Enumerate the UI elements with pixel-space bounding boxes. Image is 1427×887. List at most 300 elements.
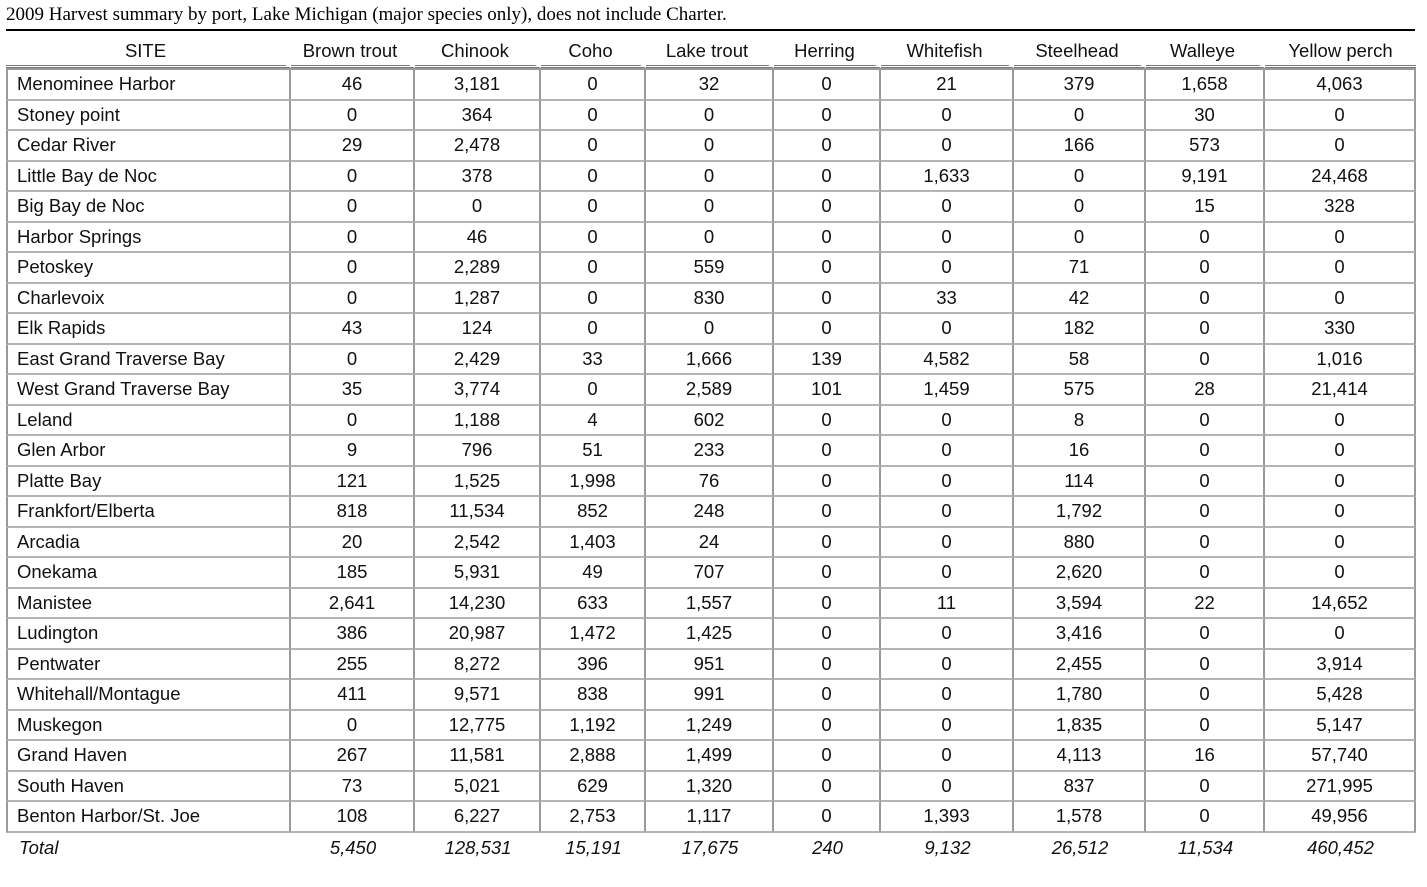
harvest-value-cell: 629 [541, 772, 646, 803]
harvest-value-cell: 58 [1014, 345, 1146, 376]
harvest-value-cell: 0 [1146, 619, 1265, 650]
harvest-value-cell: 35 [291, 375, 415, 406]
harvest-value-cell: 0 [646, 192, 774, 223]
table-row [6, 558, 1416, 589]
site-name-cell: Stoney point [6, 101, 291, 132]
harvest-value-cell: 0 [774, 650, 881, 681]
harvest-value-cell: 43 [291, 314, 415, 345]
table-row [6, 741, 1416, 772]
harvest-value-cell: 0 [1146, 345, 1265, 376]
harvest-value-cell: 16 [1014, 436, 1146, 467]
harvest-value-cell: 182 [1014, 314, 1146, 345]
column-header: Whitefish [881, 36, 1014, 68]
harvest-value-cell: 0 [1146, 314, 1265, 345]
site-name-cell: Onekama [6, 558, 291, 589]
harvest-value-cell: 248 [646, 497, 774, 528]
table-row [6, 314, 1416, 345]
table-row [6, 162, 1416, 193]
table-row [6, 711, 1416, 742]
harvest-value-cell: 12,775 [415, 711, 541, 742]
column-header: Walleye [1146, 36, 1265, 68]
harvest-value-cell: 4,582 [881, 345, 1014, 376]
harvest-value-cell: 0 [541, 68, 646, 101]
harvest-value-cell: 0 [881, 558, 1014, 589]
harvest-value-cell: 15 [1146, 192, 1265, 223]
harvest-value-cell: 0 [291, 223, 415, 254]
site-name-cell: Elk Rapids [6, 314, 291, 345]
harvest-value-cell: 8,272 [415, 650, 541, 681]
harvest-value-cell: 0 [646, 101, 774, 132]
harvest-value-cell: 0 [881, 192, 1014, 223]
harvest-value-cell: 0 [881, 131, 1014, 162]
harvest-value-cell: 1,249 [646, 711, 774, 742]
table-row [6, 619, 1416, 650]
harvest-value-cell: 0 [881, 253, 1014, 284]
harvest-value-cell: 0 [291, 253, 415, 284]
harvest-value-cell: 0 [881, 650, 1014, 681]
harvest-value-cell: 2,289 [415, 253, 541, 284]
harvest-value-cell: 4,063 [1265, 68, 1416, 101]
harvest-value-cell: 33 [541, 345, 646, 376]
harvest-value-cell: 0 [1146, 558, 1265, 589]
harvest-value-cell: 30 [1146, 101, 1265, 132]
harvest-value-cell: 20,987 [415, 619, 541, 650]
harvest-value-cell: 0 [291, 345, 415, 376]
harvest-value-cell: 0 [774, 406, 881, 437]
harvest-value-cell: 386 [291, 619, 415, 650]
table-row [6, 528, 1416, 559]
harvest-value-cell: 5,021 [415, 772, 541, 803]
harvest-value-cell: 8 [1014, 406, 1146, 437]
harvest-value-cell: 124 [415, 314, 541, 345]
harvest-value-cell: 830 [646, 284, 774, 315]
harvest-value-cell: 0 [774, 467, 881, 498]
harvest-value-cell: 21,414 [1265, 375, 1416, 406]
table-row [6, 436, 1416, 467]
harvest-value-cell: 0 [646, 162, 774, 193]
harvest-value-cell: 33 [881, 284, 1014, 315]
harvest-value-cell: 0 [1146, 223, 1265, 254]
site-name-cell: Muskegon [6, 711, 291, 742]
harvest-value-cell: 0 [541, 253, 646, 284]
harvest-value-cell: 0 [1146, 497, 1265, 528]
harvest-value-cell: 0 [881, 406, 1014, 437]
total-cell: 9,132 [924, 837, 971, 858]
harvest-value-cell: 108 [291, 802, 415, 833]
harvest-value-cell: 0 [1146, 680, 1265, 711]
harvest-value-cell: 4,113 [1014, 741, 1146, 772]
harvest-value-cell: 1,780 [1014, 680, 1146, 711]
site-name-cell: South Haven [6, 772, 291, 803]
site-name-cell: Leland [6, 406, 291, 437]
harvest-value-cell: 9,191 [1146, 162, 1265, 193]
harvest-value-cell: 0 [774, 558, 881, 589]
column-header: SITE [6, 36, 291, 68]
harvest-value-cell: 2,641 [291, 589, 415, 620]
table-row [6, 253, 1416, 284]
harvest-value-cell: 49 [541, 558, 646, 589]
total-row [6, 833, 1416, 864]
harvest-value-cell: 0 [881, 711, 1014, 742]
harvest-value-cell: 0 [774, 497, 881, 528]
harvest-value-cell: 0 [1146, 802, 1265, 833]
harvest-value-cell: 0 [1146, 467, 1265, 498]
column-header: Yellow perch [1265, 36, 1416, 68]
harvest-value-cell: 3,774 [415, 375, 541, 406]
site-name-cell: Pentwater [6, 650, 291, 681]
harvest-value-cell: 1,320 [646, 772, 774, 803]
harvest-value-cell: 114 [1014, 467, 1146, 498]
harvest-value-cell: 271,995 [1265, 772, 1416, 803]
harvest-value-cell: 0 [774, 741, 881, 772]
harvest-value-cell: 1,792 [1014, 497, 1146, 528]
table-row [6, 68, 1416, 101]
harvest-value-cell: 11,581 [415, 741, 541, 772]
table-row [6, 131, 1416, 162]
total-label: Total [19, 837, 59, 858]
harvest-value-cell: 0 [646, 131, 774, 162]
table-row [6, 406, 1416, 437]
harvest-value-cell: 20 [291, 528, 415, 559]
harvest-value-cell: 139 [774, 345, 881, 376]
harvest-value-cell: 880 [1014, 528, 1146, 559]
harvest-value-cell: 1,188 [415, 406, 541, 437]
total-cell: 128,531 [444, 837, 512, 858]
harvest-value-cell: 0 [291, 162, 415, 193]
harvest-value-cell: 0 [881, 528, 1014, 559]
harvest-value-cell: 0 [646, 314, 774, 345]
harvest-value-cell: 0 [541, 314, 646, 345]
site-name-cell: Whitehall/Montague [6, 680, 291, 711]
harvest-value-cell: 3,181 [415, 68, 541, 101]
harvest-value-cell: 1,578 [1014, 802, 1146, 833]
site-name-cell: Glen Arbor [6, 436, 291, 467]
harvest-value-cell: 42 [1014, 284, 1146, 315]
harvest-value-cell: 6,227 [415, 802, 541, 833]
harvest-value-cell: 0 [774, 680, 881, 711]
total-cell: 26,512 [1051, 837, 1109, 858]
harvest-value-cell: 166 [1014, 131, 1146, 162]
harvest-value-cell: 573 [1146, 131, 1265, 162]
harvest-value-cell: 16 [1146, 741, 1265, 772]
harvest-value-cell: 11 [881, 589, 1014, 620]
harvest-value-cell: 0 [1265, 528, 1416, 559]
table-row [6, 101, 1416, 132]
harvest-value-cell: 5,428 [1265, 680, 1416, 711]
harvest-value-cell: 0 [774, 711, 881, 742]
harvest-value-cell: 0 [774, 131, 881, 162]
harvest-value-cell: 1,525 [415, 467, 541, 498]
harvest-value-cell: 1,425 [646, 619, 774, 650]
harvest-value-cell: 29 [291, 131, 415, 162]
harvest-value-cell: 633 [541, 589, 646, 620]
harvest-value-cell: 330 [1265, 314, 1416, 345]
harvest-value-cell: 1,658 [1146, 68, 1265, 101]
harvest-value-cell: 602 [646, 406, 774, 437]
harvest-value-cell: 0 [1014, 162, 1146, 193]
harvest-value-cell: 0 [881, 772, 1014, 803]
total-cell: 460,452 [1307, 837, 1374, 858]
site-name-cell: Petoskey [6, 253, 291, 284]
harvest-value-cell: 0 [774, 68, 881, 101]
harvest-value-cell: 818 [291, 497, 415, 528]
harvest-value-cell: 0 [774, 436, 881, 467]
harvest-value-cell: 21 [881, 68, 1014, 101]
total-cell: 17,675 [681, 837, 739, 858]
harvest-value-cell: 0 [1265, 619, 1416, 650]
harvest-value-cell: 51 [541, 436, 646, 467]
harvest-value-cell: 5,147 [1265, 711, 1416, 742]
harvest-value-cell: 3,914 [1265, 650, 1416, 681]
harvest-value-cell: 0 [1014, 101, 1146, 132]
harvest-value-cell: 1,499 [646, 741, 774, 772]
site-name-cell: Harbor Springs [6, 223, 291, 254]
header-row [6, 36, 1416, 68]
table-row [6, 345, 1416, 376]
harvest-value-cell: 379 [1014, 68, 1146, 101]
harvest-value-cell: 14,230 [415, 589, 541, 620]
harvest-value-cell: 1,459 [881, 375, 1014, 406]
harvest-value-cell: 0 [1265, 131, 1416, 162]
harvest-value-cell: 4 [541, 406, 646, 437]
table-row [6, 467, 1416, 498]
harvest-value-cell: 49,956 [1265, 802, 1416, 833]
harvest-value-cell: 0 [881, 223, 1014, 254]
harvest-value-cell: 0 [541, 131, 646, 162]
harvest-value-cell: 2,542 [415, 528, 541, 559]
harvest-value-cell: 378 [415, 162, 541, 193]
table-caption: 2009 Harvest summary by port, Lake Michigan (major species only), does not include Charter. [6, 4, 727, 25]
harvest-value-cell: 0 [774, 619, 881, 650]
harvest-value-cell: 0 [774, 528, 881, 559]
table-row [6, 589, 1416, 620]
harvest-value-cell: 0 [1265, 406, 1416, 437]
harvest-value-cell: 1,835 [1014, 711, 1146, 742]
harvest-value-cell: 328 [1265, 192, 1416, 223]
harvest-value-cell: 1,393 [881, 802, 1014, 833]
harvest-value-cell: 0 [774, 772, 881, 803]
harvest-value-cell: 32 [646, 68, 774, 101]
harvest-value-cell: 71 [1014, 253, 1146, 284]
harvest-value-cell: 24,468 [1265, 162, 1416, 193]
harvest-value-cell: 255 [291, 650, 415, 681]
harvest-value-cell: 0 [774, 223, 881, 254]
harvest-value-cell: 1,117 [646, 802, 774, 833]
harvest-value-cell: 837 [1014, 772, 1146, 803]
harvest-value-cell: 2,888 [541, 741, 646, 772]
harvest-value-cell: 0 [774, 589, 881, 620]
harvest-value-cell: 0 [1146, 284, 1265, 315]
site-name-cell: Manistee [6, 589, 291, 620]
harvest-value-cell: 11,534 [415, 497, 541, 528]
harvest-value-cell: 0 [881, 497, 1014, 528]
harvest-value-cell: 0 [1265, 101, 1416, 132]
harvest-value-cell: 796 [415, 436, 541, 467]
site-name-cell: Cedar River [6, 131, 291, 162]
harvest-value-cell: 267 [291, 741, 415, 772]
harvest-value-cell: 0 [1265, 436, 1416, 467]
harvest-value-cell: 101 [774, 375, 881, 406]
harvest-value-cell: 0 [881, 619, 1014, 650]
harvest-value-cell: 233 [646, 436, 774, 467]
total-cell: 15,191 [565, 837, 622, 858]
harvest-value-cell: 0 [1014, 223, 1146, 254]
harvest-value-cell: 2,753 [541, 802, 646, 833]
table-row [6, 284, 1416, 315]
harvest-value-cell: 0 [541, 101, 646, 132]
harvest-value-cell: 0 [1146, 253, 1265, 284]
table-row [6, 375, 1416, 406]
harvest-value-cell: 0 [881, 436, 1014, 467]
harvest-value-cell: 185 [291, 558, 415, 589]
harvest-value-cell: 0 [1265, 497, 1416, 528]
column-header: Steelhead [1014, 36, 1146, 68]
harvest-value-cell: 0 [881, 101, 1014, 132]
harvest-value-cell: 121 [291, 467, 415, 498]
harvest-value-cell: 411 [291, 680, 415, 711]
harvest-value-cell: 76 [646, 467, 774, 498]
harvest-value-cell: 852 [541, 497, 646, 528]
harvest-value-cell: 0 [291, 192, 415, 223]
harvest-value-cell: 0 [1146, 772, 1265, 803]
harvest-value-cell: 0 [774, 192, 881, 223]
harvest-value-cell: 0 [1146, 528, 1265, 559]
harvest-value-cell: 1,633 [881, 162, 1014, 193]
harvest-value-cell: 707 [646, 558, 774, 589]
harvest-value-cell: 2,429 [415, 345, 541, 376]
harvest-value-cell: 2,478 [415, 131, 541, 162]
harvest-value-cell: 0 [1146, 711, 1265, 742]
harvest-value-cell: 1,287 [415, 284, 541, 315]
harvest-value-cell: 28 [1146, 375, 1265, 406]
harvest-value-cell: 1,557 [646, 589, 774, 620]
harvest-value-cell: 1,998 [541, 467, 646, 498]
caption-rule [6, 29, 1415, 31]
harvest-value-cell: 1,192 [541, 711, 646, 742]
harvest-value-cell: 2,455 [1014, 650, 1146, 681]
harvest-value-cell: 24 [646, 528, 774, 559]
harvest-value-cell: 396 [541, 650, 646, 681]
harvest-value-cell: 0 [541, 223, 646, 254]
column-header: Herring [774, 36, 881, 68]
harvest-value-cell: 991 [646, 680, 774, 711]
table-row [6, 772, 1416, 803]
harvest-value-cell: 575 [1014, 375, 1146, 406]
harvest-table [6, 36, 1416, 864]
harvest-value-cell: 0 [1265, 558, 1416, 589]
harvest-value-cell: 57,740 [1265, 741, 1416, 772]
table-body [6, 68, 1416, 833]
harvest-value-cell: 46 [415, 223, 541, 254]
harvest-value-cell: 5,931 [415, 558, 541, 589]
harvest-value-cell: 0 [881, 741, 1014, 772]
table-row [6, 680, 1416, 711]
harvest-value-cell: 2,589 [646, 375, 774, 406]
table-row [6, 802, 1416, 833]
harvest-value-cell: 0 [1146, 436, 1265, 467]
harvest-value-cell: 951 [646, 650, 774, 681]
column-header: Lake trout [646, 36, 774, 68]
harvest-value-cell: 46 [291, 68, 415, 101]
harvest-value-cell: 0 [291, 284, 415, 315]
harvest-value-cell: 0 [774, 802, 881, 833]
total-cell: 240 [812, 837, 843, 858]
site-name-cell: East Grand Traverse Bay [6, 345, 291, 376]
harvest-value-cell: 0 [541, 284, 646, 315]
harvest-value-cell: 0 [1146, 650, 1265, 681]
table-row [6, 223, 1416, 254]
site-name-cell: Menominee Harbor [6, 68, 291, 101]
harvest-value-cell: 0 [1146, 406, 1265, 437]
harvest-value-cell: 0 [881, 467, 1014, 498]
harvest-value-cell: 0 [774, 253, 881, 284]
site-name-cell: Platte Bay [6, 467, 291, 498]
harvest-value-cell: 0 [291, 711, 415, 742]
harvest-value-cell: 0 [541, 162, 646, 193]
harvest-value-cell: 2,620 [1014, 558, 1146, 589]
harvest-value-cell: 0 [541, 192, 646, 223]
harvest-value-cell: 73 [291, 772, 415, 803]
column-header: Brown trout [291, 36, 415, 68]
harvest-value-cell: 0 [415, 192, 541, 223]
table-row [6, 650, 1416, 681]
harvest-value-cell: 3,594 [1014, 589, 1146, 620]
harvest-value-cell: 0 [291, 406, 415, 437]
harvest-value-cell: 1,016 [1265, 345, 1416, 376]
site-name-cell: Grand Haven [6, 741, 291, 772]
harvest-value-cell: 0 [881, 314, 1014, 345]
harvest-value-cell: 0 [774, 284, 881, 315]
harvest-value-cell: 0 [1265, 253, 1416, 284]
site-name-cell: Charlevoix [6, 284, 291, 315]
harvest-value-cell: 0 [774, 101, 881, 132]
harvest-value-cell: 9,571 [415, 680, 541, 711]
site-name-cell: West Grand Traverse Bay [6, 375, 291, 406]
total-cell: 5,450 [329, 837, 377, 858]
column-header: Coho [541, 36, 646, 68]
column-header: Chinook [415, 36, 541, 68]
harvest-value-cell: 1,403 [541, 528, 646, 559]
harvest-value-cell: 1,472 [541, 619, 646, 650]
harvest-value-cell: 0 [1265, 223, 1416, 254]
site-name-cell: Arcadia [6, 528, 291, 559]
site-name-cell: Ludington [6, 619, 291, 650]
harvest-value-cell: 0 [774, 162, 881, 193]
harvest-value-cell: 0 [1265, 284, 1416, 315]
harvest-value-cell: 0 [646, 223, 774, 254]
harvest-value-cell: 0 [291, 101, 415, 132]
harvest-value-cell: 0 [1014, 192, 1146, 223]
table-row [6, 192, 1416, 223]
harvest-value-cell: 9 [291, 436, 415, 467]
harvest-value-cell: 559 [646, 253, 774, 284]
harvest-value-cell: 838 [541, 680, 646, 711]
harvest-value-cell: 0 [774, 314, 881, 345]
harvest-value-cell: 22 [1146, 589, 1265, 620]
site-name-cell: Benton Harbor/St. Joe [6, 802, 291, 833]
total-cell: 11,534 [1177, 837, 1234, 858]
harvest-value-cell: 0 [881, 680, 1014, 711]
site-name-cell: Frankfort/Elberta [6, 497, 291, 528]
site-name-cell: Big Bay de Noc [6, 192, 291, 223]
harvest-value-cell: 364 [415, 101, 541, 132]
site-name-cell: Little Bay de Noc [6, 162, 291, 193]
harvest-value-cell: 0 [1265, 467, 1416, 498]
harvest-value-cell: 1,666 [646, 345, 774, 376]
harvest-value-cell: 3,416 [1014, 619, 1146, 650]
harvest-value-cell: 0 [541, 375, 646, 406]
harvest-value-cell: 14,652 [1265, 589, 1416, 620]
